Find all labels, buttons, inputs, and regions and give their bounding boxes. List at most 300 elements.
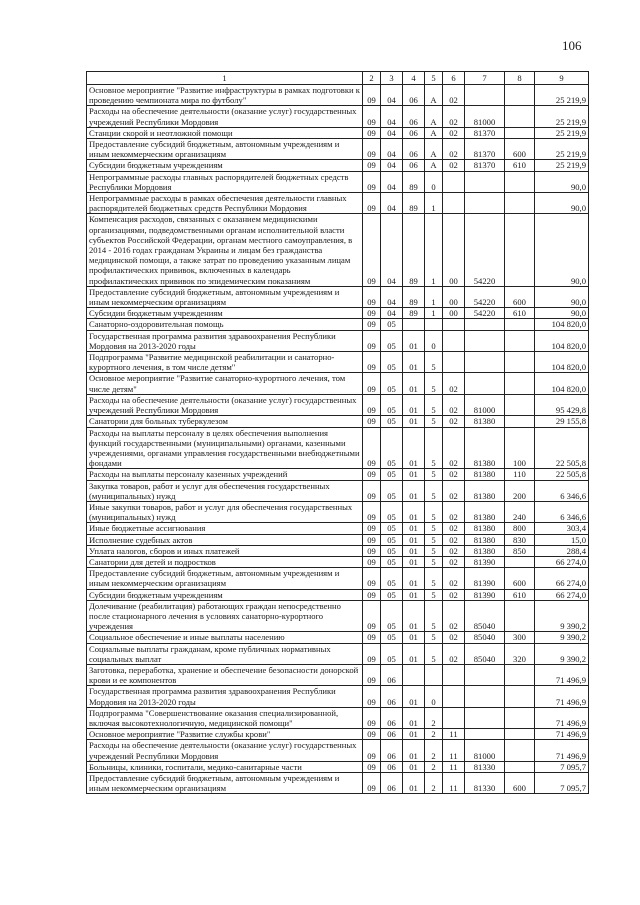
row-code-cell: 09 <box>363 545 381 556</box>
row-code-cell: 01 <box>403 330 425 351</box>
row-code-cell: 09 <box>363 85 381 106</box>
row-sum-cell: 9 390,2 <box>535 600 589 632</box>
row-code-cell <box>465 373 505 394</box>
header-cell: 2 <box>363 72 381 85</box>
row-sum-cell: 22 505,8 <box>535 427 589 469</box>
row-code-cell: 09 <box>363 632 381 643</box>
row-code-cell: 01 <box>403 761 425 772</box>
row-code-cell <box>425 664 443 685</box>
row-sum-cell: 288,4 <box>535 545 589 556</box>
row-code-cell: 04 <box>381 139 403 160</box>
row-code-cell: 09 <box>363 106 381 127</box>
row-code-cell: 09 <box>363 534 381 545</box>
row-code-cell: 02 <box>443 416 465 427</box>
row-code-cell: 0 <box>425 171 443 192</box>
row-name-cell: Санаторно-оздоровительная помощь <box>87 319 363 330</box>
row-code-cell: 02 <box>443 373 465 394</box>
row-code-cell: 81330 <box>465 773 505 794</box>
row-code-cell: 2 <box>425 707 443 728</box>
row-code-cell: 300 <box>505 632 535 643</box>
row-code-cell: 09 <box>363 127 381 138</box>
row-code-cell: 02 <box>443 545 465 556</box>
row-code-cell <box>403 664 425 685</box>
row-code-cell: 09 <box>363 664 381 685</box>
row-code-cell: 09 <box>363 523 381 534</box>
row-sum-cell: 9 390,2 <box>535 632 589 643</box>
row-sum-cell: 25 219,9 <box>535 127 589 138</box>
row-code-cell: 5 <box>425 556 443 567</box>
row-name-cell: Уплата налогов, сборов и иных платежей <box>87 545 363 556</box>
row-code-cell: 02 <box>443 523 465 534</box>
header-cell: 1 <box>87 72 363 85</box>
row-code-cell <box>505 85 535 106</box>
row-sum-cell: 9 390,2 <box>535 643 589 664</box>
row-code-cell: 5 <box>425 427 443 469</box>
row-code-cell: 01 <box>403 568 425 589</box>
row-code-cell <box>403 319 425 330</box>
row-code-cell: 2 <box>425 740 443 761</box>
row-code-cell <box>505 556 535 567</box>
row-name-cell: Основное мероприятие "Развитие инфраструктуры в рамках подготовки к проведению чемпионата мира по футболу" <box>87 85 363 106</box>
row-code-cell: 610 <box>505 160 535 171</box>
row-sum-cell: 7 095,7 <box>535 761 589 772</box>
row-name-cell: Социальное обеспечение и иные выплаты населению <box>87 632 363 643</box>
table-row <box>87 480 589 501</box>
row-code-cell <box>465 707 505 728</box>
row-name-cell: Подпрограмма "Совершенствование оказания специализированной, включая высокотехнологичную, медицинской помощи" <box>87 707 363 728</box>
row-code-cell <box>505 352 535 373</box>
row-code-cell: 05 <box>381 480 403 501</box>
row-code-cell: 04 <box>381 171 403 192</box>
row-code-cell: 81380 <box>465 501 505 522</box>
row-code-cell: 02 <box>443 632 465 643</box>
row-code-cell: 09 <box>363 160 381 171</box>
row-code-cell: 01 <box>403 740 425 761</box>
row-code-cell: 04 <box>381 127 403 138</box>
row-code-cell: 01 <box>403 523 425 534</box>
row-name-cell: Расходы на выплаты персоналу в целях обеспечения выполнения функций государственными (муниципальными) органами, казенными учреждениями, органами управления государственными внебюджетными фондами <box>87 427 363 469</box>
row-name-cell: Подпрограмма "Развитие медицинской реабилитации и санаторно-курортного лечения, в том числе детям" <box>87 352 363 373</box>
row-code-cell: 5 <box>425 589 443 600</box>
header-cell: 5 <box>425 72 443 85</box>
row-code-cell: 11 <box>443 773 465 794</box>
row-code-cell <box>465 330 505 351</box>
table-row <box>87 394 589 415</box>
row-code-cell <box>443 193 465 214</box>
row-code-cell: 85040 <box>465 643 505 664</box>
row-code-cell <box>505 171 535 192</box>
row-code-cell: 04 <box>381 193 403 214</box>
row-code-cell: А <box>425 139 443 160</box>
row-code-cell <box>443 664 465 685</box>
row-code-cell: 04 <box>381 308 403 319</box>
row-name-cell: Иные бюджетные ассигнования <box>87 523 363 534</box>
row-code-cell: 01 <box>403 545 425 556</box>
table-row <box>87 707 589 728</box>
row-code-cell: 1 <box>425 308 443 319</box>
row-code-cell: 01 <box>403 501 425 522</box>
table-row <box>87 171 589 192</box>
row-code-cell: 02 <box>443 127 465 138</box>
row-code-cell: 09 <box>363 193 381 214</box>
row-code-cell <box>465 352 505 373</box>
row-code-cell <box>465 729 505 740</box>
row-code-cell: 05 <box>381 643 403 664</box>
row-code-cell <box>505 740 535 761</box>
row-code-cell: А <box>425 127 443 138</box>
row-code-cell: 02 <box>443 643 465 664</box>
row-code-cell: 81380 <box>465 523 505 534</box>
row-code-cell: 02 <box>443 139 465 160</box>
row-code-cell: 0 <box>425 686 443 707</box>
row-code-cell: 09 <box>363 480 381 501</box>
row-code-cell: 11 <box>443 740 465 761</box>
row-code-cell <box>505 193 535 214</box>
row-code-cell: 09 <box>363 286 381 307</box>
row-code-cell <box>505 330 535 351</box>
row-code-cell <box>443 319 465 330</box>
row-code-cell: 09 <box>363 330 381 351</box>
row-code-cell: 01 <box>403 643 425 664</box>
row-code-cell: 01 <box>403 394 425 415</box>
row-sum-cell: 22 505,8 <box>535 469 589 480</box>
row-code-cell: 1 <box>425 193 443 214</box>
table-row <box>87 556 589 567</box>
row-sum-cell: 90,0 <box>535 308 589 319</box>
row-code-cell <box>505 106 535 127</box>
row-code-cell: 02 <box>443 106 465 127</box>
row-sum-cell: 66 274,0 <box>535 589 589 600</box>
row-name-cell: Иные закупки товаров, работ и услуг для обеспечения государственных (муниципальных) нужд <box>87 501 363 522</box>
row-sum-cell: 104 820,0 <box>535 330 589 351</box>
row-code-cell: 05 <box>381 352 403 373</box>
row-code-cell: 81380 <box>465 427 505 469</box>
row-code-cell: 02 <box>443 85 465 106</box>
row-code-cell: 5 <box>425 523 443 534</box>
row-code-cell: 06 <box>403 85 425 106</box>
row-code-cell: 5 <box>425 600 443 632</box>
row-code-cell: 04 <box>381 286 403 307</box>
row-code-cell: 09 <box>363 171 381 192</box>
row-code-cell: 11 <box>443 761 465 772</box>
table-row <box>87 469 589 480</box>
row-code-cell: 01 <box>403 632 425 643</box>
table-row <box>87 600 589 632</box>
row-code-cell: 05 <box>381 501 403 522</box>
row-code-cell <box>425 319 443 330</box>
row-code-cell: 54220 <box>465 308 505 319</box>
row-code-cell: 09 <box>363 469 381 480</box>
row-code-cell: 01 <box>403 729 425 740</box>
row-name-cell: Субсидии бюджетным учреждениям <box>87 308 363 319</box>
row-code-cell: 5 <box>425 480 443 501</box>
row-code-cell <box>505 686 535 707</box>
row-code-cell: 89 <box>403 286 425 307</box>
row-code-cell: 02 <box>443 534 465 545</box>
row-sum-cell: 7 095,7 <box>535 773 589 794</box>
row-code-cell: 89 <box>403 193 425 214</box>
row-name-cell: Предоставление субсидий бюджетным, автономным учреждениям и иным некоммерческим организациям <box>87 568 363 589</box>
row-sum-cell: 104 820,0 <box>535 352 589 373</box>
row-code-cell: 830 <box>505 534 535 545</box>
row-code-cell <box>505 373 535 394</box>
row-code-cell: 09 <box>363 643 381 664</box>
row-code-cell: 01 <box>403 707 425 728</box>
row-code-cell: 09 <box>363 686 381 707</box>
row-code-cell: 04 <box>381 214 403 286</box>
row-code-cell: 09 <box>363 773 381 794</box>
row-sum-cell: 6 346,6 <box>535 480 589 501</box>
row-name-cell: Субсидии бюджетным учреждениям <box>87 160 363 171</box>
row-code-cell: 81390 <box>465 556 505 567</box>
row-code-cell: 05 <box>381 523 403 534</box>
row-code-cell: 5 <box>425 416 443 427</box>
row-code-cell <box>505 394 535 415</box>
row-code-cell: 05 <box>381 545 403 556</box>
row-sum-cell: 66 274,0 <box>535 568 589 589</box>
row-code-cell: 09 <box>363 394 381 415</box>
row-code-cell: 05 <box>381 600 403 632</box>
row-code-cell: 05 <box>381 632 403 643</box>
row-code-cell: 02 <box>443 160 465 171</box>
table-row <box>87 761 589 772</box>
row-name-cell: Основное мероприятие "Развитие службы крови" <box>87 729 363 740</box>
row-sum-cell: 90,0 <box>535 214 589 286</box>
row-code-cell: 06 <box>381 740 403 761</box>
row-code-cell: 06 <box>403 127 425 138</box>
table-row <box>87 193 589 214</box>
row-code-cell: 240 <box>505 501 535 522</box>
row-code-cell: 09 <box>363 319 381 330</box>
row-code-cell: 02 <box>443 469 465 480</box>
row-name-cell: Непрограммные расходы главных распорядителей бюджетных средств Республики Мордовия <box>87 171 363 192</box>
row-sum-cell: 95 429,8 <box>535 394 589 415</box>
row-sum-cell: 25 219,9 <box>535 160 589 171</box>
table-row <box>87 373 589 394</box>
row-code-cell: 09 <box>363 740 381 761</box>
table-row <box>87 106 589 127</box>
row-code-cell: 85040 <box>465 600 505 632</box>
row-code-cell: 1 <box>425 286 443 307</box>
row-name-cell: Основное мероприятие "Развитие санаторно-курортного лечения, том числе детям" <box>87 373 363 394</box>
row-sum-cell: 104 820,0 <box>535 319 589 330</box>
row-code-cell: 81380 <box>465 469 505 480</box>
row-code-cell: 81390 <box>465 568 505 589</box>
table-row <box>87 664 589 685</box>
row-code-cell: 5 <box>425 373 443 394</box>
row-code-cell: 01 <box>403 480 425 501</box>
row-code-cell: 89 <box>403 308 425 319</box>
row-code-cell <box>465 319 505 330</box>
table-row <box>87 214 589 286</box>
header-cell: 4 <box>403 72 425 85</box>
row-code-cell: 06 <box>381 761 403 772</box>
row-code-cell: 54220 <box>465 214 505 286</box>
row-code-cell: 54220 <box>465 286 505 307</box>
row-code-cell: 05 <box>381 373 403 394</box>
row-code-cell: 09 <box>363 568 381 589</box>
row-code-cell: 850 <box>505 545 535 556</box>
row-code-cell: 09 <box>363 427 381 469</box>
row-code-cell: 06 <box>403 160 425 171</box>
row-code-cell: 05 <box>381 568 403 589</box>
row-code-cell: 05 <box>381 319 403 330</box>
row-code-cell: 5 <box>425 534 443 545</box>
table-row <box>87 589 589 600</box>
row-code-cell: 01 <box>403 773 425 794</box>
row-code-cell: 600 <box>505 139 535 160</box>
table-row <box>87 501 589 522</box>
row-code-cell: 81370 <box>465 127 505 138</box>
table-row <box>87 352 589 373</box>
row-code-cell: 00 <box>443 286 465 307</box>
row-code-cell: 5 <box>425 643 443 664</box>
row-sum-cell: 29 155,8 <box>535 416 589 427</box>
row-code-cell: 05 <box>381 589 403 600</box>
table-row <box>87 632 589 643</box>
row-code-cell: 81000 <box>465 394 505 415</box>
row-name-cell: Компенсация расходов, связанных с оказанием медицинскими организациями, подведомственными органам исполнительной власти субъектов Российской Федерации, органам местного самоуправления, в 2014 - 2016 годах гражданам Украины и лицам без гражданства медицинской помощи, а также затрат по проведению указанным лицам профилактических прививок, включенных в календарь профилактических прививок по эпидемическим показаниям <box>87 214 363 286</box>
budget-table <box>86 71 589 794</box>
row-code-cell: 09 <box>363 416 381 427</box>
row-code-cell <box>505 600 535 632</box>
table-row <box>87 319 589 330</box>
row-sum-cell: 104 820,0 <box>535 373 589 394</box>
row-code-cell: 00 <box>443 214 465 286</box>
row-code-cell: 2 <box>425 761 443 772</box>
table-row <box>87 308 589 319</box>
row-code-cell: 81330 <box>465 761 505 772</box>
header-cell: 9 <box>535 72 589 85</box>
row-name-cell: Санатории для больных туберкулезом <box>87 416 363 427</box>
table-body <box>87 85 589 794</box>
row-code-cell <box>443 352 465 373</box>
table-header-row <box>87 72 589 85</box>
row-sum-cell: 303,4 <box>535 523 589 534</box>
row-name-cell: Заготовка, переработка, хранение и обеспечение безопасности донорской крови и ее компонентов <box>87 664 363 685</box>
row-code-cell: 06 <box>381 686 403 707</box>
row-code-cell <box>465 664 505 685</box>
row-code-cell: 2 <box>425 729 443 740</box>
row-code-cell: 01 <box>403 416 425 427</box>
row-code-cell: 02 <box>443 568 465 589</box>
row-code-cell: 02 <box>443 480 465 501</box>
row-code-cell: 09 <box>363 729 381 740</box>
row-code-cell: 01 <box>403 373 425 394</box>
row-code-cell: 06 <box>381 664 403 685</box>
row-code-cell: 06 <box>381 707 403 728</box>
row-code-cell: 600 <box>505 568 535 589</box>
row-name-cell: Исполнение судебных актов <box>87 534 363 545</box>
row-code-cell: 320 <box>505 643 535 664</box>
row-code-cell: 81380 <box>465 480 505 501</box>
row-code-cell: 0 <box>425 330 443 351</box>
row-name-cell: Социальные выплаты гражданам, кроме публичных нормативных социальных выплат <box>87 643 363 664</box>
row-code-cell <box>505 664 535 685</box>
row-code-cell <box>505 319 535 330</box>
table-row <box>87 523 589 534</box>
row-code-cell: 110 <box>505 469 535 480</box>
row-code-cell: 200 <box>505 480 535 501</box>
table-row <box>87 773 589 794</box>
row-code-cell: 01 <box>403 556 425 567</box>
row-code-cell: 04 <box>381 160 403 171</box>
row-code-cell: 5 <box>425 545 443 556</box>
row-name-cell: Закупка товаров, работ и услуг для обеспечения государственных (муниципальных) нужд <box>87 480 363 501</box>
table-row <box>87 534 589 545</box>
row-code-cell: 5 <box>425 501 443 522</box>
row-code-cell <box>465 85 505 106</box>
row-code-cell: 06 <box>403 139 425 160</box>
row-code-cell: 81000 <box>465 106 505 127</box>
row-code-cell: 05 <box>381 427 403 469</box>
row-name-cell: Государственная программа развития здравоохранения Республики Мордовия на 2013-2020 годы <box>87 686 363 707</box>
row-name-cell: Станции скорой и неотложной помощи <box>87 127 363 138</box>
row-code-cell: 04 <box>381 106 403 127</box>
row-name-cell: Долечивание (реабилитация) работающих граждан непосредственно после стационарного лечения в условиях санаторно-курортного учреждения <box>87 600 363 632</box>
row-name-cell: Предоставление субсидий бюджетным, автономным учреждениям и иным некоммерческим организациям <box>87 773 363 794</box>
row-code-cell: 100 <box>505 427 535 469</box>
row-code-cell: 01 <box>403 534 425 545</box>
row-code-cell: 05 <box>381 469 403 480</box>
row-code-cell: 01 <box>403 686 425 707</box>
row-code-cell: 09 <box>363 707 381 728</box>
row-sum-cell: 15,0 <box>535 534 589 545</box>
row-code-cell <box>505 416 535 427</box>
table-row <box>87 427 589 469</box>
row-code-cell: 02 <box>443 600 465 632</box>
row-code-cell: 600 <box>505 286 535 307</box>
header-cell: 7 <box>465 72 505 85</box>
row-code-cell <box>505 214 535 286</box>
row-code-cell <box>465 193 505 214</box>
row-code-cell: 05 <box>381 394 403 415</box>
row-code-cell: 05 <box>381 556 403 567</box>
row-name-cell: Государственная программа развития здравоохранения Республики Мордовия на 2013-2020 годы <box>87 330 363 351</box>
row-code-cell <box>465 171 505 192</box>
row-code-cell: 06 <box>381 729 403 740</box>
row-code-cell: 06 <box>381 773 403 794</box>
row-sum-cell: 6 346,6 <box>535 501 589 522</box>
row-name-cell: Больницы, клиники, госпитали, медико-санитарные части <box>87 761 363 772</box>
row-code-cell: 5 <box>425 394 443 415</box>
table-row <box>87 740 589 761</box>
row-sum-cell: 25 219,9 <box>535 106 589 127</box>
row-code-cell: 1 <box>425 214 443 286</box>
table-row <box>87 286 589 307</box>
table-row <box>87 545 589 556</box>
row-code-cell: 610 <box>505 308 535 319</box>
page-number: 106 <box>562 38 582 53</box>
row-code-cell: 81380 <box>465 534 505 545</box>
row-code-cell: 600 <box>505 773 535 794</box>
row-sum-cell: 71 496,9 <box>535 740 589 761</box>
row-code-cell: 02 <box>443 427 465 469</box>
row-sum-cell: 71 496,9 <box>535 729 589 740</box>
row-code-cell: 09 <box>363 214 381 286</box>
row-code-cell: 09 <box>363 373 381 394</box>
row-code-cell: 81000 <box>465 740 505 761</box>
row-code-cell: 09 <box>363 761 381 772</box>
table-row <box>87 686 589 707</box>
row-name-cell: Расходы на выплаты персоналу казенных учреждений <box>87 469 363 480</box>
row-code-cell <box>443 686 465 707</box>
row-code-cell: 09 <box>363 556 381 567</box>
row-sum-cell: 71 496,9 <box>535 664 589 685</box>
row-name-cell: Расходы на обеспечение деятельности (оказание услуг) государственных учреждений Республики Мордовия <box>87 740 363 761</box>
row-sum-cell: 71 496,9 <box>535 686 589 707</box>
row-sum-cell: 66 274,0 <box>535 556 589 567</box>
